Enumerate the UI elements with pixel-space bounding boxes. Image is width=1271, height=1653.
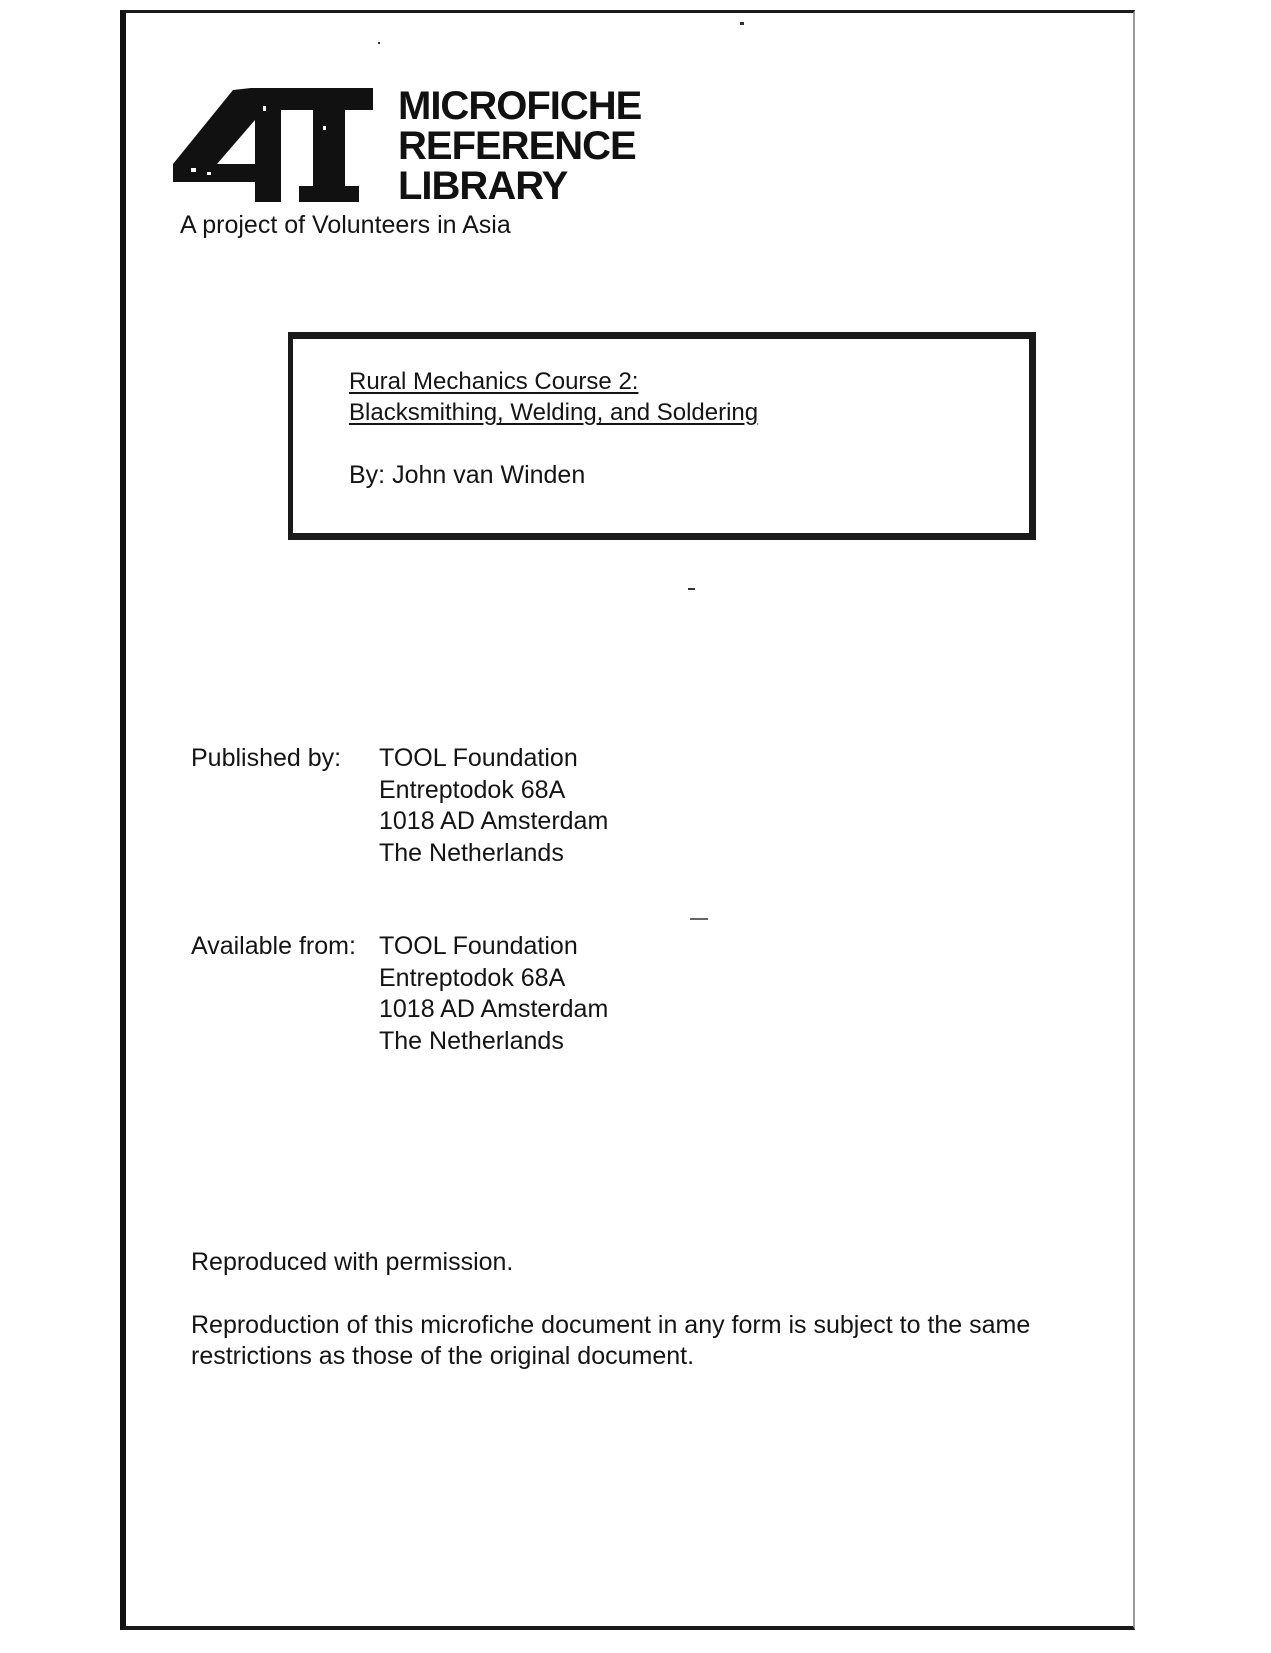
tagline: A project of Volunteers in Asia bbox=[180, 211, 511, 239]
address-line: Entreptodok 68A bbox=[379, 775, 566, 804]
title-box bbox=[288, 332, 1036, 540]
address-line: The Netherlands bbox=[379, 1026, 564, 1055]
available-from-address bbox=[379, 931, 608, 1057]
library-name-line: REFERENCE bbox=[398, 124, 636, 168]
address-line: 1018 AD Amsterdam bbox=[379, 995, 609, 1023]
address-line: 1018 AD Amsterdam bbox=[379, 807, 609, 835]
author: By: John van Winden bbox=[349, 461, 586, 489]
available-from-label: Available from: bbox=[191, 932, 356, 960]
4t-logo-mark bbox=[173, 86, 373, 202]
scan-speck bbox=[378, 42, 380, 44]
course-subtitle-line: Blacksmithing, Welding, and Soldering bbox=[349, 399, 759, 426]
library-name bbox=[398, 86, 641, 206]
published-by-address bbox=[379, 743, 608, 869]
address-line: The Netherlands bbox=[379, 838, 564, 867]
address-line: Entreptodok 68A bbox=[379, 963, 566, 992]
scan-speck bbox=[688, 588, 695, 590]
scan-speck bbox=[740, 22, 744, 25]
address-line: TOOL Foundation bbox=[379, 932, 578, 960]
published-by-label: Published by: bbox=[191, 744, 342, 772]
course-title bbox=[349, 366, 758, 428]
restriction-note: Reproduction of this microfiche document in any form is subject to the same restrictions as those of the original document. bbox=[191, 1311, 1031, 1370]
scan-speck bbox=[690, 918, 708, 920]
page-frame bbox=[120, 10, 1135, 1630]
library-name-line: LIBRARY bbox=[398, 164, 568, 208]
permission-note: Reproduced with permission. bbox=[191, 1248, 514, 1276]
course-title-line: Rural Mechanics Course 2: bbox=[349, 368, 639, 395]
library-name-line: MICROFICHE bbox=[398, 84, 642, 128]
address-line: TOOL Foundation bbox=[379, 744, 578, 772]
